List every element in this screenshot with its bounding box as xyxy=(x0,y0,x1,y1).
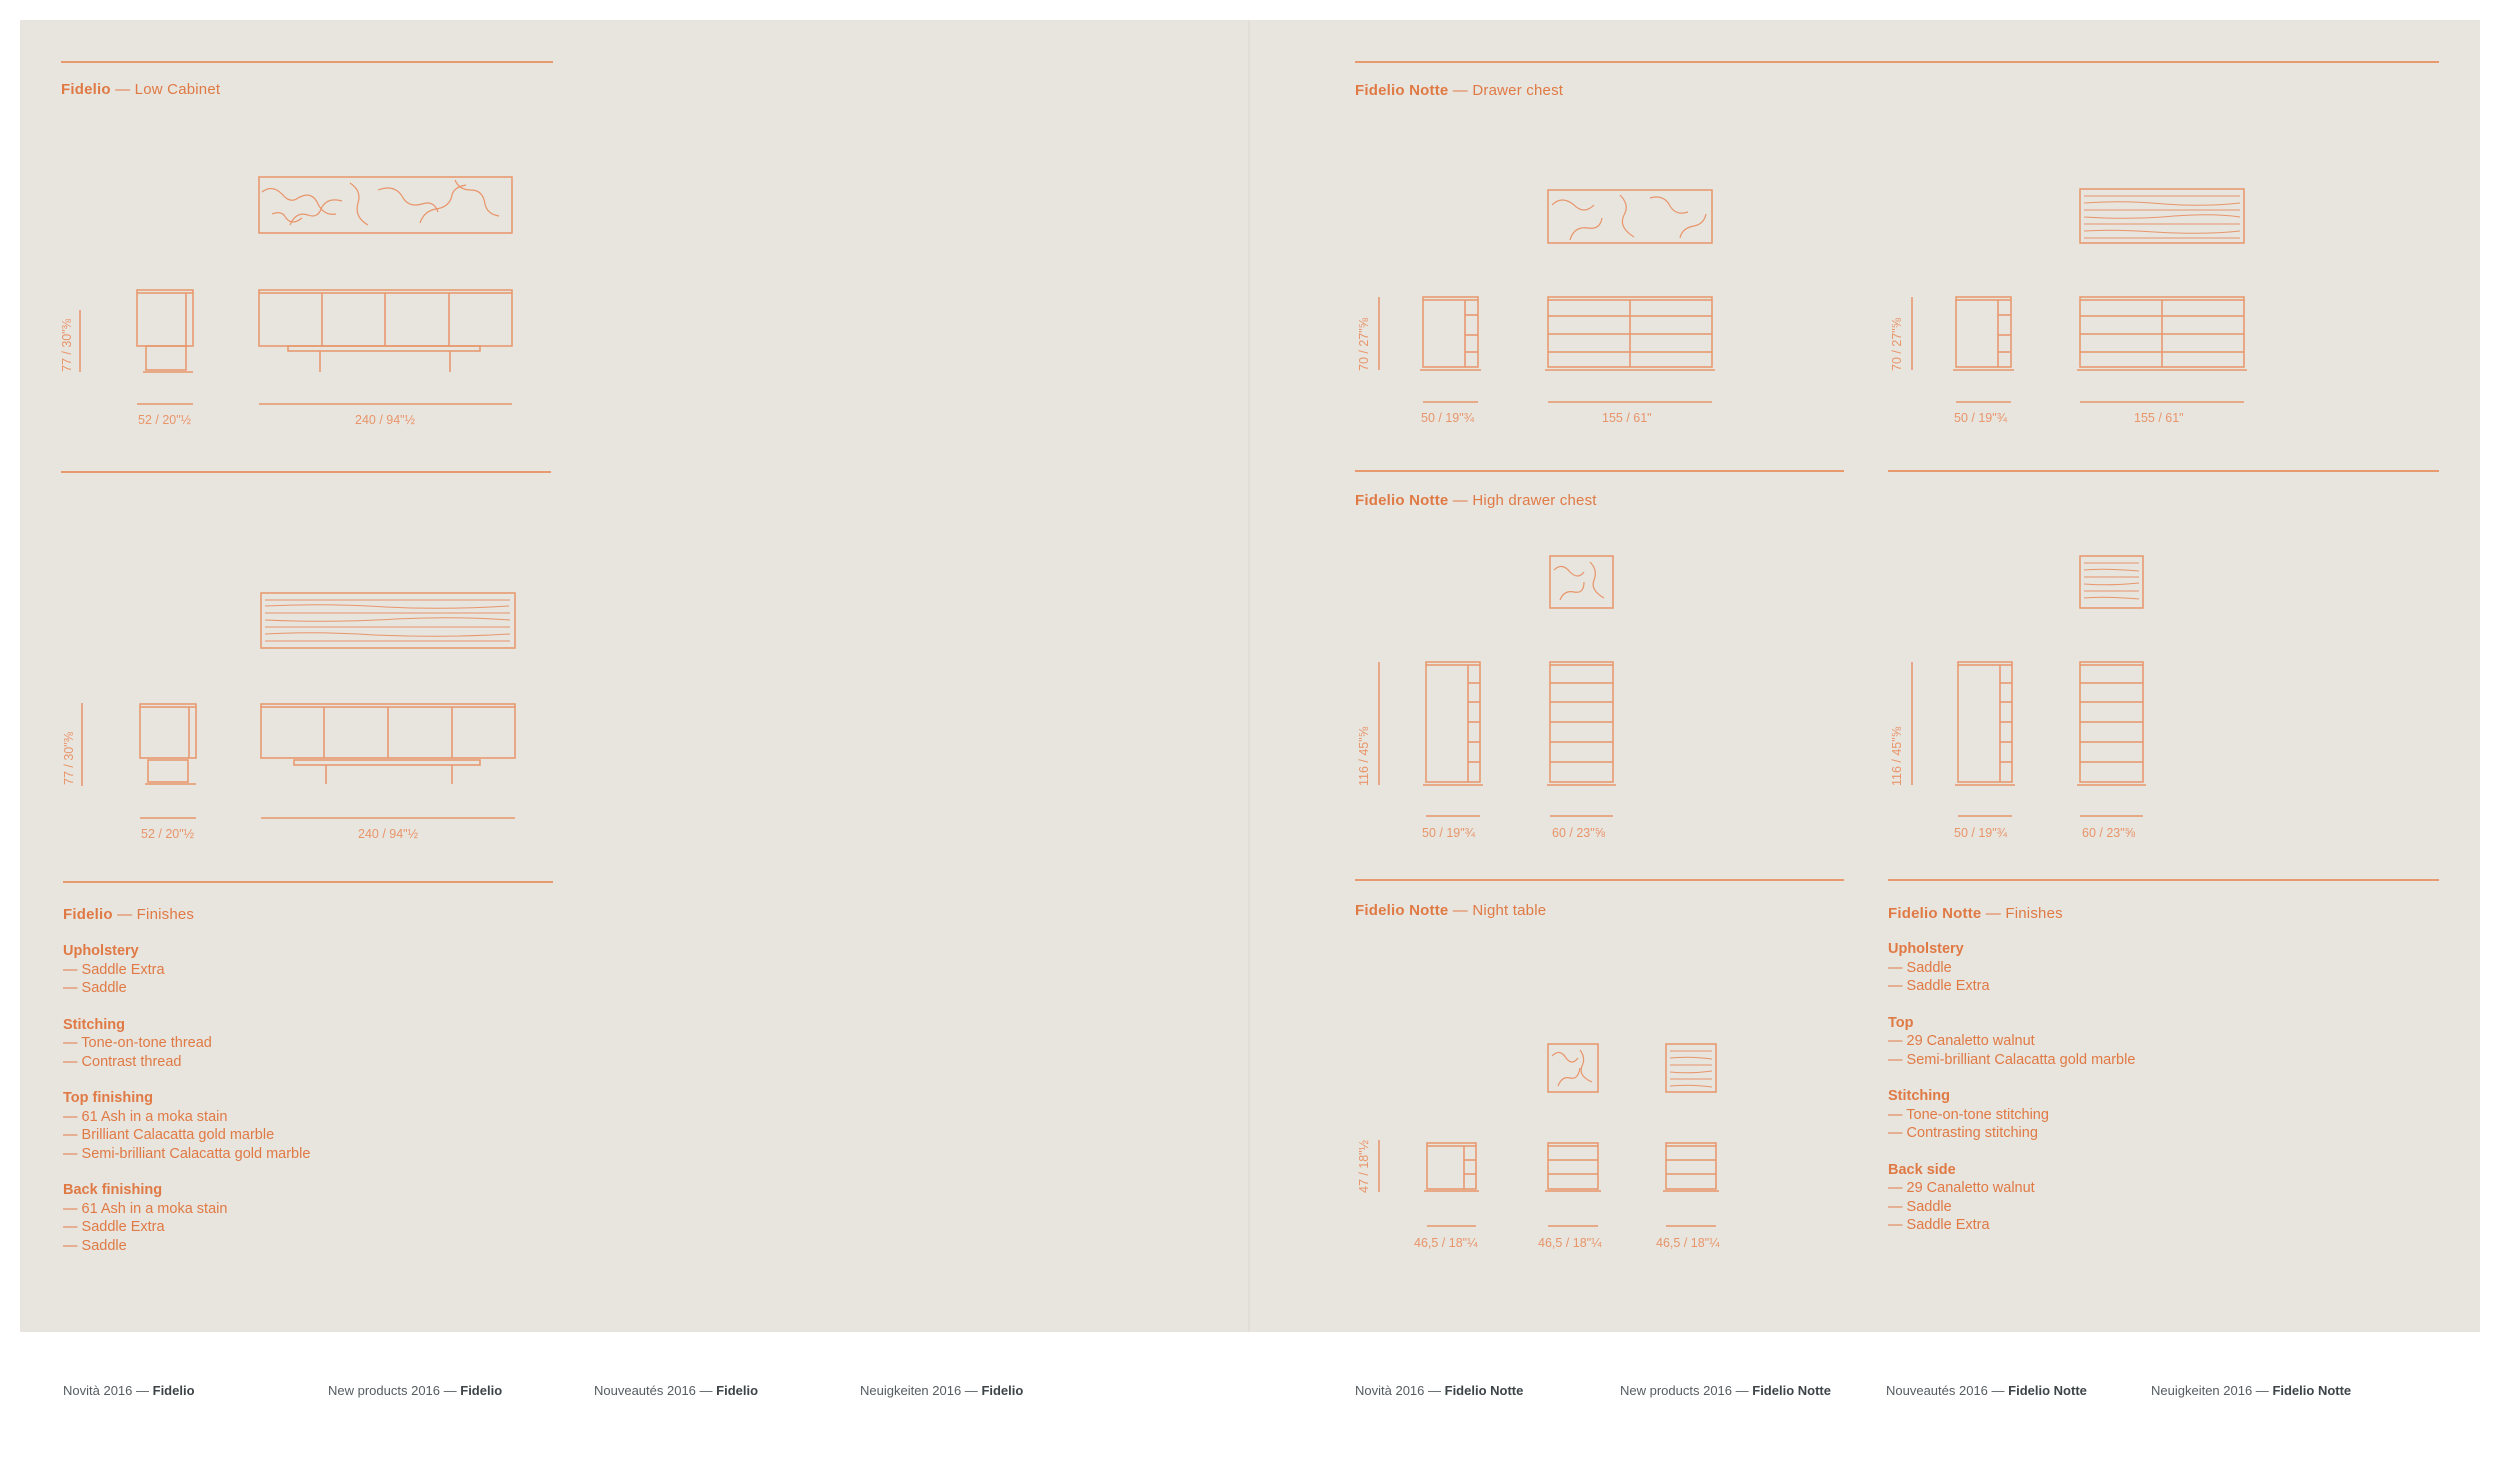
finishes-left-name: Finishes xyxy=(136,906,195,923)
footer-product: Fidelio Notte xyxy=(2272,1383,2352,1398)
drawer-chest-b-height-dim: 70 / 27"⅝ xyxy=(1890,317,1904,371)
low-cabinet-title: Fidelio — Low Cabinet xyxy=(61,81,221,98)
night-table-marble-top-view xyxy=(1548,1044,1598,1092)
finishes-right-list xyxy=(1888,940,2428,1253)
drawer-chest-front-view xyxy=(1545,297,1715,370)
low-cabinet-front-view-2 xyxy=(261,704,515,784)
high-drawer-chest-b-height-dim: 116 / 45"⅝ xyxy=(1890,726,1904,786)
high-drawer-chest-a-depth-dim: 50 / 19"¾ xyxy=(1422,826,1476,840)
night-table-brand: Fidelio Notte xyxy=(1355,902,1449,919)
finish-group xyxy=(1888,1161,2428,1235)
finish-item: — Contrasting stitching xyxy=(1888,1125,2038,1141)
low-cabinet-height-dim: 77 / 30"⅜ xyxy=(60,318,74,372)
finish-group-heading: Stitching xyxy=(63,1016,126,1033)
footer-prefix: New products 2016 — xyxy=(1620,1383,1749,1398)
finish-item: — Tone-on-tone thread xyxy=(63,1035,212,1051)
finish-item: — Semi-brilliant Calacatta gold marble xyxy=(1888,1051,2136,1068)
night-table-name: Night table xyxy=(1472,902,1547,919)
low-cabinet-side-view-2 xyxy=(140,704,196,784)
finish-item: — Saddle Extra xyxy=(63,961,165,978)
drawer-chest-front-view-b xyxy=(2077,297,2247,370)
finish-group-heading: Upholstery xyxy=(1888,941,1964,957)
finish-item: — 29 Canaletto walnut xyxy=(1888,1033,2035,1049)
low-cabinet-depth-dim: 52 / 20"½ xyxy=(138,413,192,427)
footer-product: Fidelio xyxy=(152,1383,195,1398)
high-drawer-chest-title: Fidelio Notte — High drawer chest xyxy=(1355,492,1597,509)
footer-prefix: Novità 2016 — xyxy=(63,1383,149,1398)
finish-item: — Saddle xyxy=(63,1237,127,1254)
finish-item: — 61 Ash in a moka stain xyxy=(63,1108,228,1125)
footer-prefix: Neuigkeiten 2016 — xyxy=(860,1383,978,1398)
finish-item: — Contrast thread xyxy=(63,1053,182,1070)
footer-product: Fidelio xyxy=(981,1383,1024,1398)
finish-item: — 61 Ash in a moka stain xyxy=(63,1200,228,1217)
finish-group-heading: Top xyxy=(1888,1014,1914,1031)
rule-finishes-right xyxy=(1888,879,2439,881)
finish-group xyxy=(63,1089,543,1163)
finish-item: — Tone-on-tone stitching xyxy=(1888,1106,2049,1123)
night-table-height-dim: 47 / 18"½ xyxy=(1357,1139,1371,1193)
rule-finishes-left xyxy=(63,881,553,883)
finish-group xyxy=(63,1016,543,1072)
rule-drawer-chest xyxy=(1355,61,2439,63)
finish-item: — Saddle Extra xyxy=(1888,1217,1990,1233)
high-drawer-chest-front-view xyxy=(1547,662,1616,785)
low-cabinet-front-view xyxy=(259,290,512,372)
footer-prefix: Nouveautés 2016 — xyxy=(1886,1383,2005,1398)
drawer-chest-marble-top-view xyxy=(1548,190,1712,243)
footer-prefix: Novità 2016 — xyxy=(1355,1383,1441,1398)
night-table-width-dim-a: 46,5 / 18"¼ xyxy=(1538,1236,1602,1250)
finish-group-heading: Top finishing xyxy=(63,1090,153,1106)
footer-prefix: Neuigkeiten 2016 — xyxy=(2151,1383,2269,1398)
high-drawer-chest-wood-top-view xyxy=(2080,556,2143,608)
rule-night-table xyxy=(1355,879,1844,881)
low-cabinet-side-view xyxy=(137,290,193,372)
night-table-width-dim-b: 46,5 / 18"¼ xyxy=(1656,1236,1720,1250)
footer-right-en xyxy=(1620,1383,1831,1398)
high-drawer-chest-a-width-dim: 60 / 23"⅝ xyxy=(1552,826,1606,840)
high-drawer-chest-a-height-dim: 116 / 45"⅝ xyxy=(1357,726,1371,786)
footer-product: Fidelio Notte xyxy=(1752,1383,1831,1398)
finish-group-heading: Stitching xyxy=(1888,1088,1951,1104)
drawer-chest-brand: Fidelio Notte xyxy=(1355,82,1449,99)
high-drawer-chest-name: High drawer chest xyxy=(1472,492,1597,509)
night-table-front-view-b xyxy=(1663,1143,1719,1191)
high-drawer-chest-front-view-b xyxy=(2077,662,2146,785)
night-table-front-view xyxy=(1545,1143,1601,1191)
finish-item: — Brilliant Calacatta gold marble xyxy=(63,1127,275,1143)
drawer-chest-a-height-dim: 70 / 27"⅝ xyxy=(1357,317,1371,371)
rule-low-cabinet xyxy=(61,61,553,63)
footer-prefix: Nouveautés 2016 — xyxy=(594,1383,713,1398)
finish-item: — 29 Canaletto walnut xyxy=(1888,1180,2035,1196)
finishes-right-brand: Fidelio Notte xyxy=(1888,905,1982,922)
footer-right-de xyxy=(2151,1383,2351,1398)
footer-right-fr xyxy=(1886,1383,2087,1398)
finish-item: — Saddle xyxy=(1888,959,1952,976)
high-drawer-chest-brand: Fidelio Notte xyxy=(1355,492,1449,509)
low-cabinet-marble-top-view xyxy=(259,177,512,233)
footer-left-fr xyxy=(594,1383,758,1398)
low-cabinet-wood-top-view xyxy=(261,593,515,648)
night-table-depth-dim: 46,5 / 18"¼ xyxy=(1414,1236,1478,1250)
finish-group-heading: Back finishing xyxy=(63,1182,163,1198)
finish-item: — Semi-brilliant Calacatta gold marble xyxy=(63,1145,311,1162)
low-cabinet-name: Low Cabinet xyxy=(134,81,221,98)
footer-product: Fidelio xyxy=(460,1383,503,1398)
high-drawer-chest-b-depth-dim: 50 / 19"¾ xyxy=(1954,826,2008,840)
drawer-chest-b-width-dim: 155 / 61" xyxy=(2134,411,2184,425)
low-cabinet-brand: Fidelio xyxy=(61,81,111,98)
high-drawer-chest-side-view xyxy=(1423,662,1483,785)
footer-product: Fidelio xyxy=(716,1383,759,1398)
night-table-side-view xyxy=(1424,1143,1479,1191)
footer-left-de xyxy=(860,1383,1023,1398)
drawer-chest-title: Fidelio Notte — Drawer chest xyxy=(1355,82,1564,99)
drawer-chest-a-width-dim: 155 / 61" xyxy=(1602,411,1652,425)
finishes-left-list xyxy=(63,942,543,1273)
low-cabinet-2-width-dim: 240 / 94"½ xyxy=(358,827,419,841)
finish-group xyxy=(1888,1087,2428,1143)
night-table-title: Fidelio Notte — Night table xyxy=(1355,902,1547,919)
finish-group xyxy=(1888,940,2428,996)
rule-low-cabinet-2 xyxy=(61,471,551,473)
finishes-left-brand: Fidelio xyxy=(63,906,113,923)
footer-product: Fidelio Notte xyxy=(2008,1383,2087,1398)
finishes-left-title: Fidelio — Finishes xyxy=(63,906,195,923)
finish-group xyxy=(1888,1014,2428,1070)
rule-high-drawer-chest-a xyxy=(1355,470,1844,472)
high-drawer-chest-b-width-dim: 60 / 23"⅝ xyxy=(2082,826,2136,840)
drawer-chest-b-depth-dim: 50 / 19"¾ xyxy=(1954,411,2008,425)
drawer-chest-wood-top-view xyxy=(2080,189,2244,243)
finish-item: — Saddle xyxy=(63,980,127,996)
high-drawer-chest-marble-top-view xyxy=(1550,556,1613,608)
night-table-wood-top-view xyxy=(1666,1044,1716,1092)
finish-item: — Saddle Extra xyxy=(63,1219,165,1235)
footer-left-en xyxy=(328,1383,502,1398)
finish-group-heading: Back side xyxy=(1888,1161,1956,1178)
rule-high-drawer-chest-b xyxy=(1888,470,2439,472)
low-cabinet-width-dim: 240 / 94"½ xyxy=(355,413,416,427)
drawer-chest-side-view xyxy=(1420,297,1481,370)
footer-prefix: New products 2016 — xyxy=(328,1383,457,1398)
footer-product: Fidelio Notte xyxy=(1444,1383,1524,1398)
drawer-chest-side-view-b xyxy=(1953,297,2014,370)
footer-right-it xyxy=(1355,1383,1523,1398)
drawer-chest-name: Drawer chest xyxy=(1472,82,1564,99)
finish-item: — Saddle Extra xyxy=(1888,978,1990,994)
finish-group xyxy=(63,942,543,998)
footer-left-it xyxy=(63,1383,195,1398)
finish-group-heading: Upholstery xyxy=(63,943,139,959)
low-cabinet-2-height-dim: 77 / 30"⅜ xyxy=(62,731,76,785)
finish-group xyxy=(63,1181,543,1255)
low-cabinet-2-depth-dim: 52 / 20"½ xyxy=(141,827,195,841)
finishes-right-title: Fidelio Notte — Finishes xyxy=(1888,905,2063,922)
finish-item: — Saddle xyxy=(1888,1198,1952,1215)
finishes-right-name: Finishes xyxy=(2005,905,2063,922)
drawer-chest-a-depth-dim: 50 / 19"¾ xyxy=(1421,411,1475,425)
high-drawer-chest-side-view-b xyxy=(1955,662,2015,785)
